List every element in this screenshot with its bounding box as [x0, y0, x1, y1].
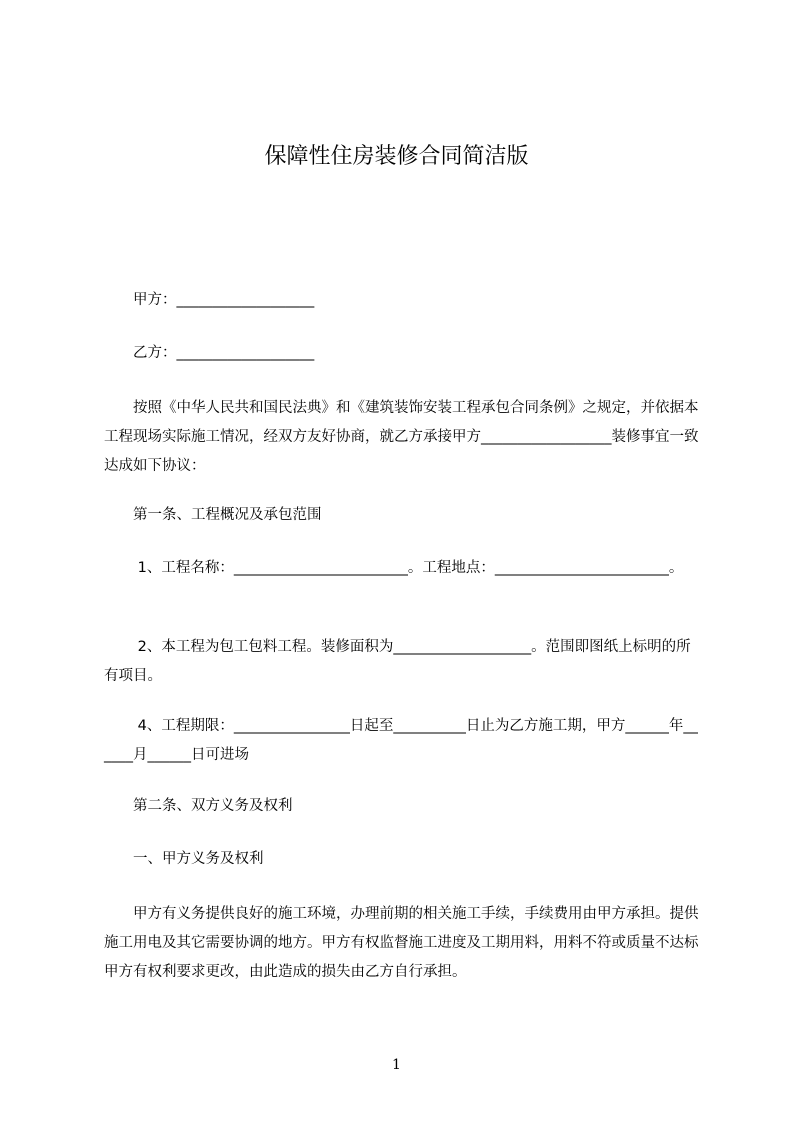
clause-item-2: 2、本工程为包工包料工程。装修面积为___________________。范围即图纸上标明的所有项目。 [104, 639, 691, 684]
party-a-line: 甲方：___________________ [104, 292, 315, 308]
document-title: 保障性住房装修合同简洁版 [264, 144, 529, 169]
clause-item-4: 4、工程期限：________________日起至__________日止为乙方施工期，甲方______年______月______日可进场 [104, 718, 698, 763]
page-number: 1 [392, 1057, 401, 1073]
section-1-heading: 一、甲方义务及权利 [104, 851, 264, 867]
clause-item-1: 1、工程名称：________________________。工程地点：________________________。 [104, 560, 684, 576]
article-2-heading: 第二条、双方义务及权利 [104, 798, 293, 814]
article-1-heading: 第一条、工程概况及承包范围 [104, 507, 322, 523]
section-1-body: 甲方有义务提供良好的施工环境，办理前期的相关施工手续，手续费用由甲方承担。提供施工用电及其它需要协调的地方。甲方有权监督施工进度及工期用料，用料不符或质量不达标甲方有权利要求更改，由此造成的损失由乙方自行承担。 [104, 906, 699, 980]
party-b-line: 乙方：___________________ [104, 345, 315, 361]
preamble-paragraph: 按照《中华人民共和国民法典》和《建筑装饰安装工程承包合同条例》之规定，并依据本工程现场实际施工情况，经双方友好协商，就乙方承接甲方__________________装修事宜一致达成如下协议： [104, 400, 699, 474]
